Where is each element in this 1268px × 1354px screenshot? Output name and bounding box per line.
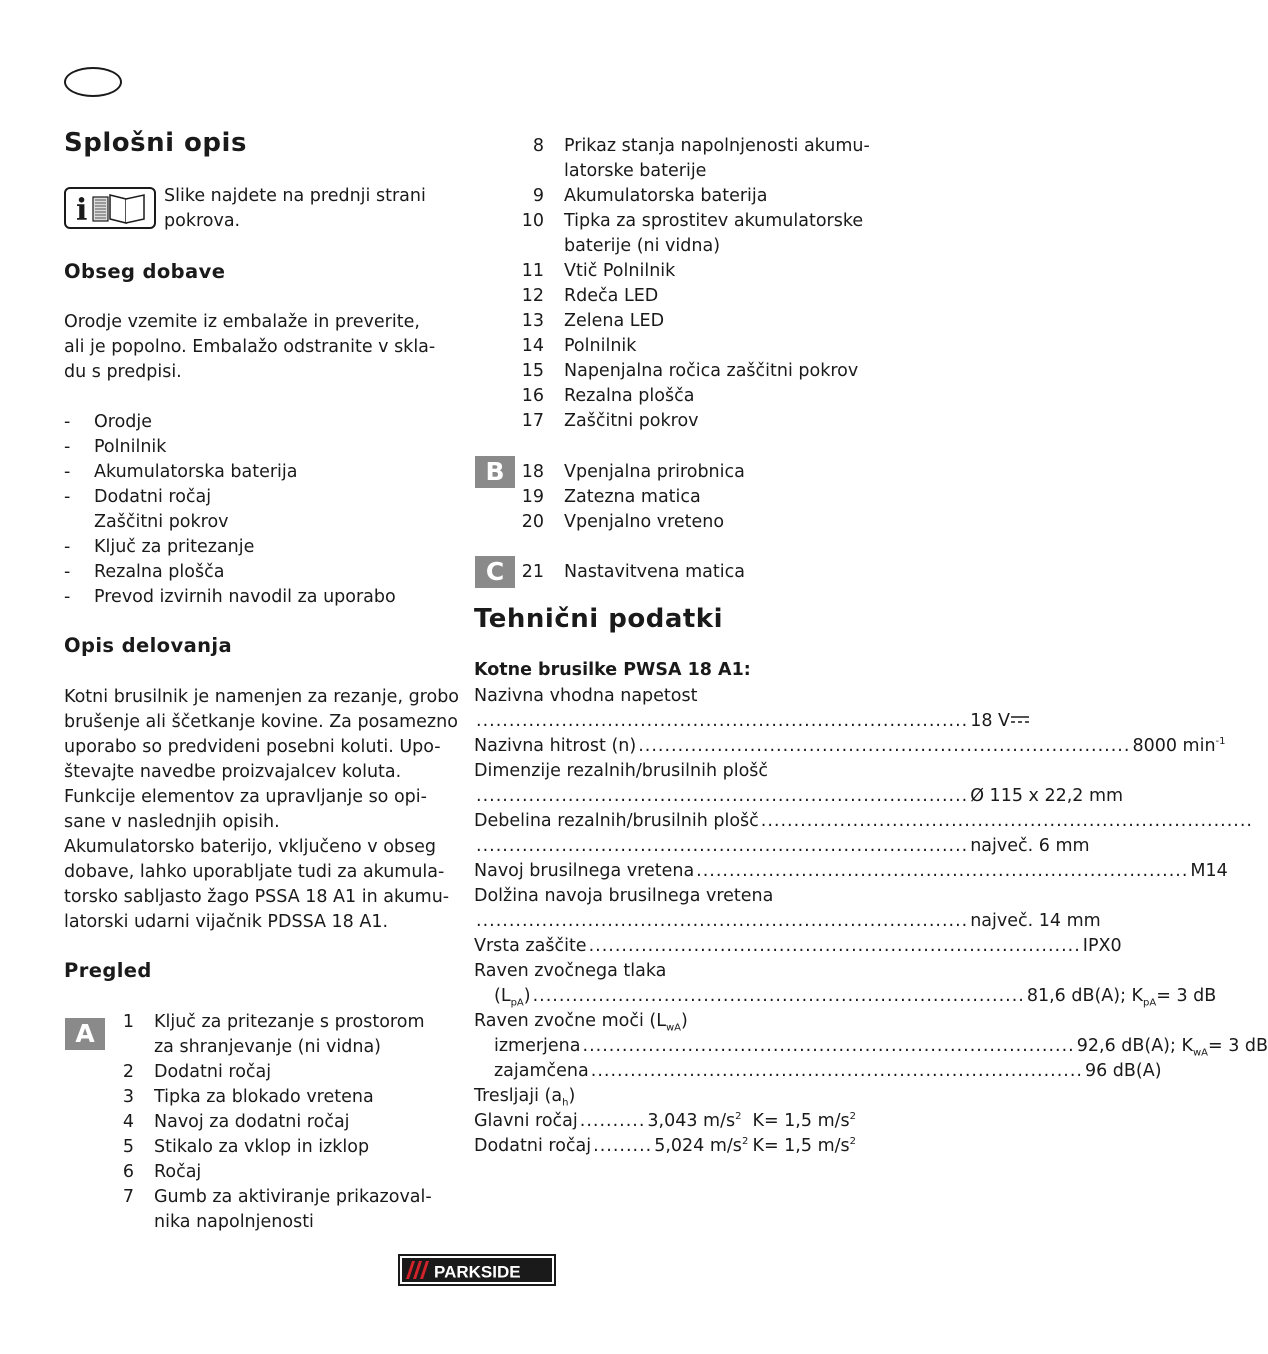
spec-sound-power-label: Raven zvočne moči $(L_{wA})$ [474,1011,688,1034]
list-item: 16 Rezalna plošča [521,386,695,406]
section-title-general-description: Splošni opis [64,128,247,158]
info-text: Slike najdete na prednji strani pokrova. [164,186,426,231]
list-item: 3 Tipka za blokado vretena [122,1087,374,1107]
list-item: 11 Vtič Polnilnik [521,261,676,281]
list-item: 18 Vpenjalna prirobnica [521,462,745,482]
scope-list [64,410,396,610]
spec-thread-row: Navoj brusilnega vretena ........................................................................... M14 [474,861,1228,881]
info-book-icon [64,187,156,229]
list-item: nika napolnjenosti [154,1212,314,1232]
overview-list [120,1010,432,1235]
spec-voltage-label: Nazivna vhodna napetost [474,686,698,706]
language-marker-oval [64,67,122,97]
list-item: 21 Nastavitvena matica [521,562,745,582]
spec-main-handle-row: Glavni ročaj .......... 3,043 $m/s^2$ K= 1,5 $m/s^2$ [474,1111,856,1131]
heading-function-description: Opis delovanja [64,634,233,657]
figure-badge-b: B [475,456,515,488]
list-item: 20 Vpenjalno vreteno [521,512,725,532]
list-item: za shranjevanje (ni vidna) [154,1037,381,1057]
spec-aux-handle-row: Dodatni ročaj ......... 5,024 $m/s^2$ K= 1,5 $m/s^2$ [474,1136,856,1156]
spec-thickness-row: ........................................................................... največ. 6 mm [476,836,1090,856]
list-item: 2 Dodatni ročaj [122,1062,272,1082]
list-item: 7 Gumb za aktiviranje prikazoval- [122,1187,432,1207]
figure-c-list [510,560,745,585]
spec-sound-pressure-row: $(L_{pA})$ ........................................................................... 81,6 dB(A); $K_{pA}= 3$ dB [494,986,1217,1009]
spec-vibration-label: Tresljaji $(a_h)$ [474,1086,576,1109]
list-item: 15 Napenjalna ročica zaščitni pokrov [521,361,859,381]
spec-thread-length-row: ........................................................................... največ. 14 mm [476,911,1101,931]
svg-text:PARKSIDE: PARKSIDE [434,1262,521,1282]
list-item: - Akumulatorska baterija [64,462,298,482]
list-item: 14 Polnilnik [521,336,637,356]
list-item: 9 Akumulatorska baterija [532,186,768,206]
list-item: - Polnilnik [64,437,167,457]
list-item: 4 Navoj za dodatni ročaj [122,1112,350,1132]
figure-b-list [510,460,745,535]
list-item: latorske baterije [564,161,707,181]
list-item: 17 Zaščitni pokrov [521,411,699,431]
heading-scope-of-delivery: Obseg dobave [64,260,226,283]
list-item: - Rezalna plošča [64,562,225,582]
list-item: 12 Rdeča LED [521,286,659,306]
spec-speed-row: Nazivna hitrost (n) ........................................................................... 8000 $\min^{-1}$ [474,736,1226,756]
dc-symbol-icon [1010,715,1030,725]
spec-voltage-row: ........................................................................... 18 V [474,709,856,734]
tech-subtitle: Kotne brusilke PWSA 18 A1: [474,660,751,680]
list-item: 5 Stikalo za vklop in izklop [122,1137,370,1157]
list-item: 13 Zelena LED [521,311,665,331]
heading-overview: Pregled [64,959,152,982]
spec-guaranteed-row: zajamčena ........................................................................... 96 dB(A) [494,1061,1162,1081]
list-item: 10 Tipka za sprostitev akumulatorske [521,211,864,231]
overview-list-continued [510,134,870,434]
spec-thread-length-label: Dolžina navoja brusilnega vretena [474,886,774,906]
list-item: - Ključ za pritezanje [64,537,255,557]
spec-dimensions-row: ........................................................................... Ø 115 x 22,2 mm [476,786,1124,806]
parkside-logo [398,1254,556,1286]
function-paragraph: Kotni brusilnik je namenjen za rezanje, grobo brušenje ali ščetkanje kovine. Za posamezno uporabo so predvideni posebni koluti. Upo- števajte navedbe proizvajalcev koluta. Funkcije elementov za upravljanje so opi- sane v naslednjih opisih. Akumulatorsko baterijo, vključeno v obseg dobave, lahko uporabljate tudi za akumula- torsko sabljasto žago PSSA 18 A1 in akumu- latorski udarni vijačnik PDSSA 18 A1. [64,687,460,932]
svg-text:i: i [76,193,88,228]
list-item: - Prevod izvirnih navodil za uporabo [64,587,396,607]
figure-badge-a: A [65,1018,105,1050]
scope-paragraph: Orodje vzemite iz embalaže in preverite, ali je popolno. Embalažo odstranite v skla- du s predpisi. [64,312,436,382]
list-item: 8 Prikaz stanja napolnjenosti akumu- [532,136,870,156]
section-title-technical-data: Tehnični podatki [474,604,723,634]
figure-badge-c: C [475,556,515,588]
spec-measured-row: izmerjena ........................................................................... 92,6 dB(A); $K_{wA}= 3$ dB [494,1036,1268,1059]
spec-protection-row: Vrsta zaščite ........................................................................... IPX0 [474,936,1122,956]
list-item: - Dodatni ročaj [64,487,212,507]
list-item: baterije (ni vidna) [564,236,721,256]
list-item: 6 Ročaj [122,1162,202,1182]
spec-sound-pressure-label: Raven zvočnega tlaka [474,961,667,981]
list-item: - Orodje [64,412,153,432]
spec-table [474,684,1268,1159]
list-item: 19 Zatezna matica [521,487,701,507]
spec-thickness-label-row: Debelina rezalnih/brusilnih plošč ........................................................................... [474,811,1253,831]
list-item: 1 Ključ za pritezanje s prostorom [122,1012,425,1032]
spec-dimensions-label: Dimenzije rezalnih/brusilnih plošč [474,761,769,781]
list-item: Zaščitni pokrov [94,512,229,532]
